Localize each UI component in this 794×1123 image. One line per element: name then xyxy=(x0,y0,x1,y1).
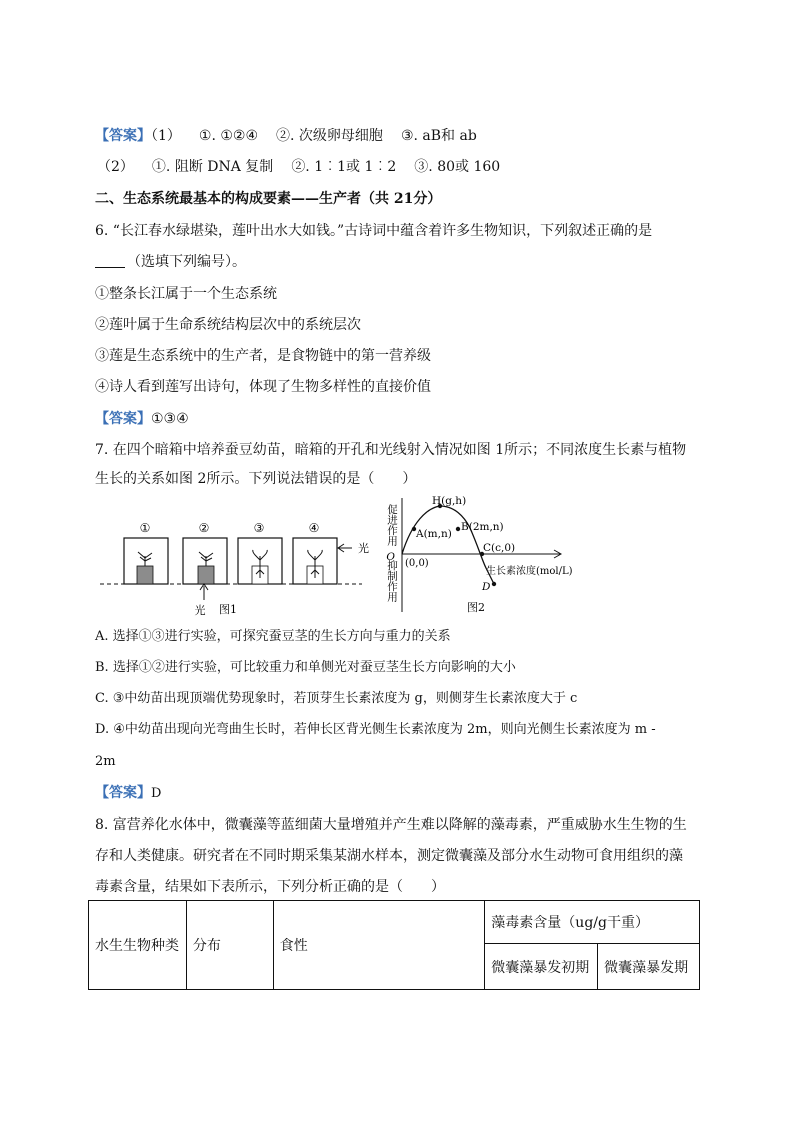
label-C: C(c,0) xyxy=(483,542,516,554)
figure-1-dark-boxes xyxy=(100,518,370,618)
answer-tag: 【答案】 xyxy=(95,411,151,427)
pot-2 xyxy=(198,566,214,584)
origin-coord: (0,0) xyxy=(405,558,429,569)
y-label-promote: 促进作用 xyxy=(386,504,398,546)
question-6-option-1: ①整条长江属于一个生态系统 xyxy=(95,286,277,302)
answer-part-number: （2） xyxy=(97,159,134,175)
answer-tag: 【答案】 xyxy=(95,128,151,144)
header-bloom: 微囊藻暴发期 xyxy=(598,944,700,990)
answer-line-q5-part1 xyxy=(95,126,477,146)
question-8-stem: 8. 富营养化水体中，微囊藻等蓝细菌大量增殖并产生难以降解的藻毒素，严重威胁水生生物的生 xyxy=(95,817,687,833)
question-7-option-D-cont: 2m xyxy=(95,754,116,769)
figure-1-caption: 图1 xyxy=(219,603,237,616)
header-species: 水生生物种类 xyxy=(89,901,187,990)
header-early-bloom: 微囊藻暴发初期 xyxy=(485,944,598,990)
answer-value: ①③④ xyxy=(151,411,189,427)
answer-item: ②. 1︰1或 1︰2 xyxy=(291,159,397,175)
question-7-option-B: B. 选择①②进行实验，可比较重力和单侧光对蚕豆茎生长方向影响的大小 xyxy=(95,660,516,675)
figure-2-caption: 图2 xyxy=(467,601,485,614)
question-6-option-3: ③莲是生态系统中的生产者，是食物链中的第一营养级 xyxy=(95,348,431,364)
figure-2-auxin-curve xyxy=(382,494,582,616)
label-D: D xyxy=(482,581,491,593)
question-7-stem: 7. 在四个暗箱中培养蚕豆幼苗，暗箱的开孔和光线射入情况如图 1所示；不同浓度生长素与植物 xyxy=(95,442,687,458)
label-H: H(g,h) xyxy=(432,495,467,507)
answer-item: ②. 次级卵母细胞 xyxy=(276,128,383,144)
question-6-option-4: ④诗人看到莲写出诗句，体现了生物多样性的直接价值 xyxy=(95,379,431,395)
pot-1 xyxy=(137,566,153,584)
answer-blank xyxy=(95,253,125,268)
origin-label: O xyxy=(386,551,395,563)
point-B xyxy=(456,527,460,531)
toxin-table xyxy=(88,900,700,990)
label-B: B(2m,n) xyxy=(461,521,504,533)
answer-item: ①. ①②④ xyxy=(198,128,259,144)
answer-line-q5-part2 xyxy=(97,157,500,177)
light-label-bottom: 光 xyxy=(194,604,206,617)
y-label-inhibit: 抑制作用 xyxy=(386,560,398,602)
seedling-horizontal-2 xyxy=(199,552,213,566)
header-toxin-content: 藻毒素含量（ug/g干重） xyxy=(485,901,700,944)
question-7-stem-line2: 生长的关系如图 2所示。下列说法错误的是（ ） xyxy=(95,471,417,487)
point-D xyxy=(492,582,496,586)
table-header-row xyxy=(89,901,700,944)
answer-item: ③. aB和 ab xyxy=(400,128,477,144)
question-7-option-D: D. ④中幼苗出现向光弯曲生长时，若伸长区背光侧生长素浓度为 2m，则向光侧生长素浓度为 m - xyxy=(95,722,656,737)
question-8-stem-line2: 存和人类健康。研究者在不同时期采集某湖水样本，测定微囊藻及部分水生动物可食用组织的藻 xyxy=(95,848,683,864)
auxin-curve xyxy=(402,506,494,584)
seedling-horizontal-1 xyxy=(138,552,152,566)
question-6-option-2: ②莲叶属于生命系统结构层次中的系统层次 xyxy=(95,317,361,333)
answer-part-number: （1） xyxy=(151,128,181,144)
answer-tag: 【答案】 xyxy=(95,785,151,801)
box-label-2: ② xyxy=(198,521,210,535)
light-label-side: 光 xyxy=(358,542,369,555)
answer-item: ①. 阻断 DNA 复制 xyxy=(151,159,274,175)
question-8-stem-line3: 毒素含量，结果如下表所示，下列分析正确的是（ ） xyxy=(95,879,445,895)
question-7-option-C: C. ③中幼苗出现顶端优势现象时，若顶芽生长素浓度为 g，则侧芽生长素浓度大于 c xyxy=(95,691,578,706)
question-6-stem-line2 xyxy=(95,252,246,272)
answer-line-q6 xyxy=(95,409,189,429)
header-diet: 食性 xyxy=(273,901,485,990)
answer-line-q7 xyxy=(95,783,161,804)
section-title: 二、生态系统最基本的构成要素——生产者（共 21分） xyxy=(95,191,442,207)
question-6-stem-text: （选填下列编号）。 xyxy=(127,254,246,270)
box-label-4: ④ xyxy=(308,521,320,535)
box-label-1: ① xyxy=(139,521,151,535)
question-7-option-A: A. 选择①③进行实验，可探究蚕豆茎的生长方向与重力的关系 xyxy=(95,629,451,644)
answer-item: ③. 80或 160 xyxy=(414,159,501,175)
x-axis-label: 生长素浓度(mol/L) xyxy=(486,566,573,577)
label-A: A(m,n) xyxy=(416,528,452,540)
answer-value: D xyxy=(151,786,162,801)
header-distribution: 分布 xyxy=(186,901,273,990)
question-6-stem: 6. “长江春水绿堪染，莲叶出水大如钱。”古诗词中蕴含着许多生物知识，下列叙述正确的是 xyxy=(95,223,653,239)
box-label-3: ③ xyxy=(253,521,265,535)
